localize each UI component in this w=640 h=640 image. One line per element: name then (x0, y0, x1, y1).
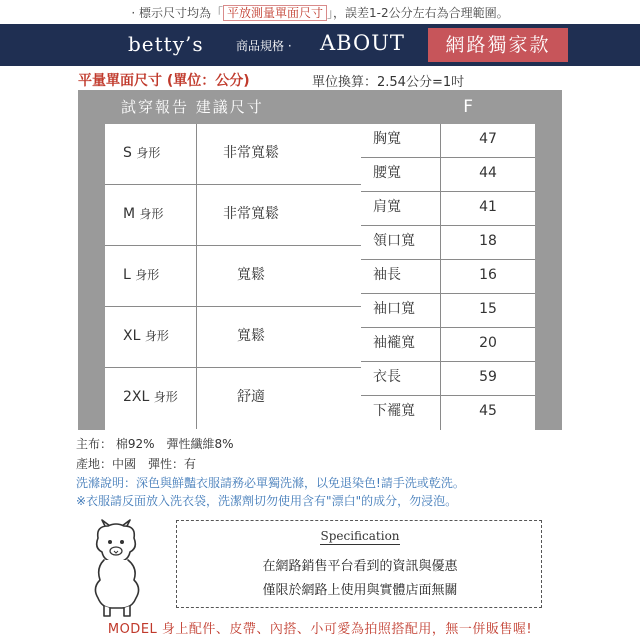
measurement-row (361, 362, 535, 396)
measurement-value: 44 (479, 165, 497, 181)
size-f-header: F (463, 97, 473, 117)
fit-level: 舒適 (237, 389, 265, 405)
measurement-value: 16 (479, 267, 497, 283)
model-accessory-note: MODEL 身上配件、皮帶、內搭、小可愛為拍照搭配用，無一併販售喔! (107, 622, 533, 637)
size-table (78, 90, 562, 430)
alpaca-eye (120, 540, 124, 544)
measurement-row (361, 328, 535, 362)
fit-size-cell (105, 124, 197, 185)
fit-size-cell (105, 368, 197, 429)
fit-row (105, 307, 383, 368)
wash-instruction: 洗滌說明：深色與鮮豔衣服請務必單獨洗滌，以免退染色!請手洗或乾洗。 (76, 476, 465, 490)
measurement-table (361, 124, 535, 430)
fit-level: 寬鬆 (237, 267, 265, 283)
notice-highlight: 平放測量單面尺寸 (223, 5, 327, 21)
measurement-row (361, 158, 535, 192)
measurement-row (361, 226, 535, 260)
fit-size-cell (105, 185, 197, 246)
fit-report-table (105, 124, 383, 430)
measurement-name: 下襬寬 (361, 396, 441, 430)
measurement-value: 20 (479, 335, 497, 351)
fit-size: 2XL (123, 389, 150, 405)
brand-logo: betty’s (128, 32, 204, 56)
measurement-name: 領口寬 (361, 226, 441, 260)
fit-body: 身形 (153, 390, 178, 404)
measurement-value: 59 (479, 369, 497, 385)
spec-title (177, 529, 543, 543)
fit-size: M (123, 206, 136, 222)
spec-label: 商品規格 · (236, 39, 292, 53)
alpaca-eye (108, 540, 112, 544)
measurement-value: 15 (479, 301, 497, 317)
measurement-name: 肩寬 (361, 192, 441, 226)
fit-report-header: 試穿報告 建議尺寸 (121, 98, 264, 116)
fit-level: 非常寬鬆 (223, 145, 279, 161)
material-info: 主布： 棉92% 彈性纖維8% (76, 437, 234, 451)
measurement-value: 18 (479, 233, 497, 249)
alpaca-illustration (82, 518, 152, 618)
fit-size: L (123, 267, 131, 283)
about-heading: ABOUT (320, 31, 405, 55)
fit-body: 身形 (139, 207, 164, 221)
origin-info: 產地：中國 彈性：有 (76, 457, 197, 471)
wash-note: ※衣服請反面放入洗衣袋，洗潔劑切勿使用含有"漂白"的成分，勿浸泡。 (76, 494, 458, 508)
measurement-row (361, 260, 535, 294)
fit-level: 寬鬆 (237, 328, 265, 344)
spec-title-text: Specification (320, 529, 400, 543)
unit-conversion: 單位換算：2.54公分=1吋 (312, 75, 465, 90)
spec-line-2: 僅限於網路上使用與實體店面無關 (262, 583, 458, 598)
measurement-value: 45 (479, 403, 497, 419)
fit-size-cell (105, 246, 197, 307)
measurement-name: 腰寬 (361, 158, 441, 192)
measurement-name: 衣長 (361, 362, 441, 396)
fit-body: 身形 (144, 329, 169, 343)
measurement-row (361, 192, 535, 226)
size-notice (0, 4, 640, 21)
fit-size: S (123, 145, 132, 161)
fit-size: XL (123, 328, 141, 344)
measurement-value: 41 (479, 199, 497, 215)
measurement-row (361, 124, 535, 158)
specification-box (176, 520, 542, 608)
fit-level: 非常寬鬆 (223, 206, 279, 222)
size-table-title: 平量單面尺寸 (單位：公分) (78, 73, 250, 89)
measurement-name: 袖長 (361, 260, 441, 294)
measurement-name: 胸寬 (361, 124, 441, 158)
measurement-name: 袖襱寬 (361, 328, 441, 362)
fit-size-cell (105, 307, 197, 368)
measurement-row (361, 396, 535, 430)
notice-prefix: · 標示尺寸均為「 (131, 6, 223, 20)
fit-row (105, 246, 383, 307)
online-exclusive-badge: 網路獨家款 (428, 28, 568, 62)
measurement-value: 47 (479, 131, 497, 147)
fit-row (105, 368, 383, 429)
fit-row (105, 185, 383, 246)
brand-banner (0, 24, 640, 66)
fit-row (105, 124, 383, 185)
fit-body: 身形 (135, 268, 160, 282)
spec-line-1: 在網路銷售平台看到的資訊與優惠 (262, 559, 458, 574)
measurement-name: 袖口寬 (361, 294, 441, 328)
measurement-row (361, 294, 535, 328)
notice-suffix: 」，誤差1-2公分左右為合理範圍。 (327, 6, 509, 20)
fit-body: 身形 (136, 146, 161, 160)
